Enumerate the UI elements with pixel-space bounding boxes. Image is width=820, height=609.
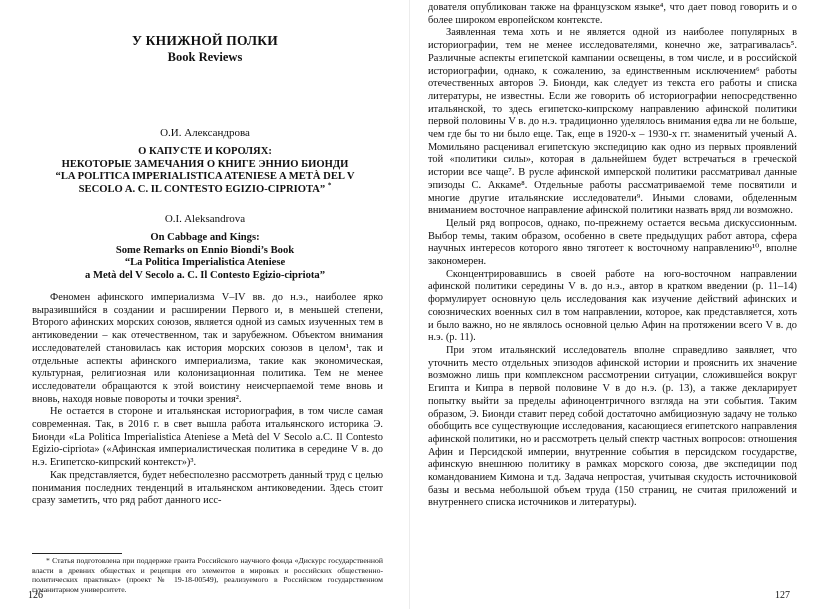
title-ru-line bbox=[24, 181, 386, 197]
title-ru-line-text: SECOLO A. C. IL CONTESTO EGIZIO-CIPRIOTA” bbox=[78, 183, 326, 195]
title-en-line: On Cabbage and Kings: bbox=[150, 232, 260, 243]
author-name-ru: О.И. Александрова bbox=[160, 127, 250, 139]
right-body-text bbox=[428, 2, 797, 510]
article-title-en bbox=[24, 232, 386, 282]
footnote-marker: * bbox=[327, 181, 332, 190]
article-title-ru bbox=[24, 146, 386, 196]
title-ru-line: НЕКОТОРЫЕ ЗАМЕЧАНИЯ О КНИГЕ ЭННИО БИОНДИ bbox=[61, 158, 349, 170]
paragraph: Как представляется, будет небесполезно рассмотреть данный труд с целью понимания последних тенденций в итальянском антиковедении. Здесь стоит сразу заметить, что ряд работ данного исс- bbox=[32, 469, 383, 507]
left-body-text bbox=[32, 292, 383, 508]
section-title: У КНИЖНОЙ ПОЛКИ bbox=[132, 33, 278, 48]
paragraph: Сконцентрировавшись в своей работе на юго-восточном направлении афинской политики середины V в. до н.э., автор в кратком введении (р. 11–14) формулирует основную цель исследования как изучение действий афинских и союзнических военных сил в том направлении, которое, как представляется, хоть и было важно, но не являлось основной целью Афин на протяжении всего V в. до н.э. (р. 11). bbox=[428, 268, 797, 344]
paragraph: Заявленная тема хоть и не является одной из наиболее популярных в историографии, тем не менее исследователями, конечно же, затрагивалась⁵. Различные аспекты египетской кампании освещены, в том числе, и в российской историографии, однако, к сожалению, за единственным исключением⁶ работы отечественных авторов Э. Бионди, как следует из текста его работы и списка литературы, не известны. Если же говорить об историографии непосредственно итальянской, то здесь египетско-кипрскому направлению афинской политики первой половины V в. до н.э. традиционно уделялось внимания едва ли не больше, чем где бы то ни было еще. Так, еще в 1920-х – 1930-х гг. знаменитый ученый А. Момильяно расценивал египетскую экспедицию как одно из первых проявлений той «политики силы», которая в дальнейшем будет встречаться в греческой истории все чаще⁷. В русле афинской имперской политики рассматривал данные эпизоды С. Аккаме⁸. Отдельные работы рассматриваемой теме посвятили и многие другие итальянские исследователи⁹. Иными словами, обделенным вниманием восточное направление афинской политики назвать вряд ли возможно. bbox=[428, 27, 797, 217]
title-ru-line: О КАПУСТЕ И КОРОЛЯХ: bbox=[138, 146, 272, 157]
paragraph: дователя опубликован также на французском языке⁴, что дает повод говорить и о более широком европейском контексте. bbox=[428, 2, 797, 26]
author-name-en: O.I. Aleksandrova bbox=[164, 213, 246, 225]
paragraph: Не остается в стороне и итальянская историография, в том числе самая современная. Так, в 2016 г. в свет вышла работа итальянского историка Э. Бионди «La Politica Imperialistica Ateniese a Metà del V Secolo a.C. Il Contesto Egizio-cipriota» («Афинская империалистическая политика в середине V в. до н.э. Египетско-кипрский контекст»)³. bbox=[32, 406, 383, 469]
right-page bbox=[410, 0, 820, 609]
paragraph: При этом итальянский исследователь вполне справедливо заявляет, что уточнить место отдельных эпизодов афинской истории и прояснить их значение возможно лишь при комплексном рассмотрении ситуации, сложившейся вокруг Египта и Кипра в первой половине V в до н.э. (р. 13), а также декларирует попытку выйти за пределы афиноцентричного взгляда на эти события. Таким образом, Э. Бионди ставит перед собой достаточно амбициозную задачу не только обобщить все существующие исследования, касающиеся египетского направления афинской политики, но и рассмотреть целый спектр частных вопросов: отношения Афин и Персидской империи, внутренние события в персидском государстве, афинскую внешнюю политику в рамках морского союза, две экспедиции под командованием Кимона и т.д. Задача непростая, учитывая скудость источниковой базы и весьма небольшой объем труда (150 страниц, не считая приложений и внутреннего списка источников и литературы). bbox=[428, 344, 797, 509]
title-en-line: Some Remarks on Ennio Biondi’s Book bbox=[115, 244, 295, 256]
paragraph: Феномен афинского империализма V–IV вв. до н.э., наиболее ярко выразившийся в создании и расширении Первого и, в меньшей степени, Второго афинских морских союзов, является одной из самых изученных тем в антиковедении – как отечественном, так и зарубежном. Объектом внимания исследователей становилась как история морских союзов в целом¹, так и отдельные аспекты афинского империализма, такие как экономическая, культурная, религиозная или колонизационная политика. Тем не менее исследователи обращаются к этой воистину неисчерпаемой теме вновь и вновь, находя новые повороты и точки зрения². bbox=[32, 292, 383, 405]
footnote bbox=[32, 556, 383, 594]
paragraph: Целый ряд вопросов, однако, по-прежнему остается весьма дискуссионным. Выбор темы, таким образом, особенно в свете предыдущих работ автора, сфера научных интересов которого явно тяготеет к восточному направлению¹⁰, вполне закономерен. bbox=[428, 217, 797, 268]
footnote-divider bbox=[32, 553, 122, 554]
title-en-line: a Metà del V Secolo a. C. Il Contesto Egizio-cipriota” bbox=[85, 269, 325, 281]
section-subtitle: Book Reviews bbox=[167, 50, 243, 64]
title-ru-line: “LA POLITICA IMPERIALISTICA ATENIESE A METÀ DEL V bbox=[55, 171, 355, 183]
footnote-text: * Статья подготовлена при поддержке гранта Российского научного фонда «Дискурс государственной власти в древних обществах и рецепция его элементов в мировых и российских общественно-политических практиках» (проект № 19-18-00549), реализуемого в Российском государственном гуманитарном университете. bbox=[32, 556, 383, 594]
title-en-line: “La Politica Imperialistica Ateniese bbox=[124, 257, 286, 269]
page-number-left: 126 bbox=[28, 590, 43, 601]
page-number-right: 127 bbox=[775, 590, 790, 601]
